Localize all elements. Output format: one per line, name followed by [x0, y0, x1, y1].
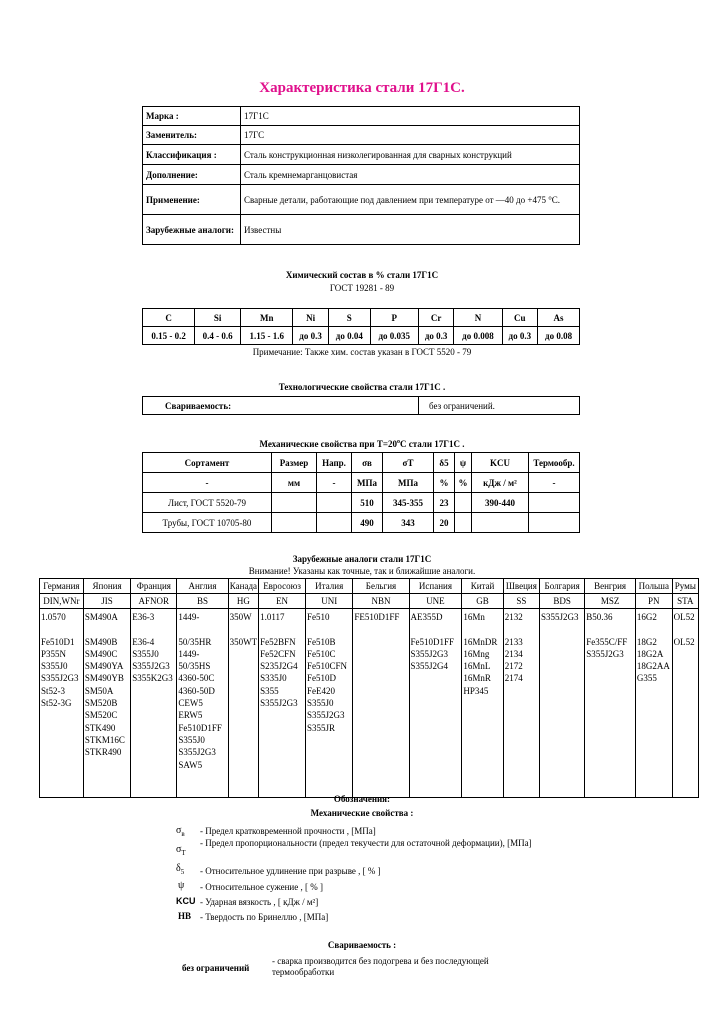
- mech-header: Напр.: [317, 453, 352, 473]
- chem-header: S: [328, 309, 370, 327]
- mech-cell: [272, 513, 317, 533]
- mech-cell: Лист, ГОСТ 5520-79: [143, 493, 272, 513]
- mech-cell: Трубы, ГОСТ 10705-80: [143, 513, 272, 533]
- grade-item: HP345: [463, 685, 489, 696]
- grade-item: [505, 623, 538, 635]
- grade-list: [228, 609, 259, 798]
- mech-unit: кДж / м²: [472, 473, 529, 493]
- grade-item: OL52: [673, 636, 695, 647]
- grade-item: SM50A: [84, 685, 114, 696]
- grade-item: CEW5: [178, 698, 203, 709]
- grade-item: SAW5: [178, 759, 203, 770]
- chem-value: до 0.3: [418, 327, 454, 345]
- weldability-label: Свариваемость:: [143, 397, 419, 415]
- grade-item: S355J2G3: [260, 698, 298, 709]
- country-header: Испания: [409, 579, 462, 594]
- grade-item: SM490YB: [84, 673, 124, 684]
- grade-item: St52-3G: [41, 698, 72, 709]
- chem-header: Cr: [418, 309, 454, 327]
- grade-item: FeE420: [306, 685, 335, 696]
- grade-item: S355J0: [132, 648, 159, 659]
- grade-item: S355J2G3: [306, 710, 345, 721]
- standard-header: UNE: [409, 594, 462, 609]
- mech-header: Сортамент: [143, 453, 272, 473]
- grade-item: 16MnL: [463, 661, 491, 672]
- mech-cell: 345-355: [383, 493, 434, 513]
- grade-item: Fe510C: [306, 648, 336, 659]
- grade-list: [539, 609, 584, 798]
- country-header: Германия: [40, 579, 84, 594]
- grade-item: SM520C: [84, 710, 118, 721]
- grade-item: 350WT: [229, 636, 258, 647]
- mech-unit: МПа: [383, 473, 434, 493]
- grade-item: 50/35HR: [178, 636, 212, 647]
- key-addition: Дополнение:: [143, 165, 241, 185]
- grade-list: [40, 609, 84, 798]
- mech-cell: [472, 513, 529, 533]
- grade-item: S335J0: [260, 673, 287, 684]
- grade-item: G355: [636, 673, 657, 684]
- grade-list: [83, 609, 130, 798]
- key-substitute: Заменитель:: [143, 126, 241, 145]
- grade-item: S355J0: [178, 734, 205, 745]
- symbol-psi: ψ: [178, 880, 185, 891]
- value-analogs: Известны: [241, 215, 580, 245]
- mech-cell: 390-440: [472, 493, 529, 513]
- mech-header: ψ: [455, 453, 472, 473]
- grade-item: Fe510D: [306, 673, 336, 684]
- grade-item: B50.36: [586, 612, 613, 622]
- mech-table: [142, 452, 580, 533]
- standard-header: BS: [177, 594, 228, 609]
- chem-table: [142, 308, 580, 345]
- mech-title: Механические свойства при $Т=20^oС$ стали 17Г1С .: [259, 439, 465, 449]
- symbol-sigma-t: $\sigma_T$: [176, 844, 186, 857]
- grade-item: 2132: [504, 612, 523, 622]
- country-header: Италия: [305, 579, 352, 594]
- symbol-kcu: KCU: [176, 896, 196, 906]
- chem-header: Cu: [502, 309, 538, 327]
- grade-item: E36-4: [132, 636, 155, 647]
- grade-item: 18G2: [636, 636, 657, 647]
- grade-item: E36-3: [132, 612, 155, 622]
- grade-list: [635, 609, 672, 798]
- grade-item: 2133: [504, 636, 523, 647]
- tech-title: Технологические свойства стали 17Г1С .: [278, 382, 446, 392]
- grade-item: S355J2G4: [410, 661, 449, 672]
- standard-header: GB: [462, 594, 503, 609]
- chem-header: N: [454, 309, 502, 327]
- mech-cell: [317, 513, 352, 533]
- grade-item: [637, 623, 671, 635]
- grade-item: STKM16C: [84, 734, 125, 745]
- standard-header: NBN: [353, 594, 409, 609]
- standard-header: STA: [672, 594, 698, 609]
- grade-item: Fe510B: [306, 636, 336, 647]
- grade-item: 350W: [229, 612, 252, 622]
- grade-item: S355J0: [41, 661, 68, 672]
- grade-item: Fe355C/FF: [586, 636, 628, 647]
- weld-key: без ограничений: [182, 963, 250, 973]
- grade-item: ERW5: [178, 710, 203, 721]
- country-header: Швеция: [503, 579, 539, 594]
- grade-item: 16G2: [636, 612, 657, 622]
- country-header: Япония: [83, 579, 130, 594]
- chem-value: до 0.008: [454, 327, 502, 345]
- grade-item: Fe510CFN: [306, 661, 347, 672]
- legend-text: - Ударная вязкость , [ кДж / м²]: [200, 897, 319, 907]
- mech-cell: 490: [352, 513, 383, 533]
- weldability-value: без ограничений.: [419, 397, 580, 415]
- chem-header: Ni: [293, 309, 329, 327]
- grade-item: 50/35HS: [178, 661, 211, 672]
- grade-item: OL52: [673, 612, 695, 622]
- foreign-analogs-table: [39, 578, 699, 798]
- grade-item: S355J2G3: [410, 648, 449, 659]
- foreign-note: Внимание! Указаны как точные, так и ближайшие аналоги.: [248, 566, 476, 576]
- chem-value: 0.4 - 0.6: [195, 327, 241, 345]
- chem-header: P: [370, 309, 418, 327]
- legend-text: - Предел пропорциональности (предел текучести для остаточной деформации), [МПа]: [200, 838, 532, 848]
- grade-list: [672, 609, 698, 798]
- grade-item: [586, 623, 634, 635]
- mech-header: σT: [383, 453, 434, 473]
- grade-list: [353, 609, 409, 798]
- country-header: Румы: [672, 579, 698, 594]
- country-header: Евросоюз: [259, 579, 306, 594]
- grade-item: STKR490: [84, 747, 122, 758]
- grade-item: Fe510: [306, 612, 330, 622]
- grade-item: 1449-: [178, 612, 200, 622]
- grade-item: SM520B: [84, 698, 118, 709]
- grade-item: 1.0117: [260, 612, 285, 622]
- mech-cell: [317, 493, 352, 513]
- country-header: Бельгия: [353, 579, 409, 594]
- grade-item: P355N: [41, 648, 67, 659]
- grade-item: 4360-50C: [178, 673, 215, 684]
- mech-unit: -: [143, 473, 272, 493]
- mech-cell: [455, 493, 472, 513]
- mech-cell: [529, 493, 580, 513]
- grade-item: [463, 623, 501, 635]
- grade-item: 18G2AA: [636, 661, 670, 672]
- chem-value: до 0.3: [293, 327, 329, 345]
- legend-text: - Относительное сужение , [ % ]: [200, 882, 323, 892]
- mech-unit: мм: [272, 473, 317, 493]
- grade-item: 16MnR: [463, 673, 491, 684]
- key-analogs: Зарубежные аналоги:: [143, 215, 241, 245]
- mech-cell: [529, 513, 580, 533]
- weld-text: - сварка производится без подогрева и без последующей термообработки: [272, 956, 489, 977]
- grade-item: Fe52BFN: [260, 636, 296, 647]
- grade-list: [131, 609, 177, 798]
- grade-list: [503, 609, 539, 798]
- grade-item: 1449-: [178, 648, 200, 659]
- legend-text: - Твердость по Бринеллю , [МПа]: [200, 912, 329, 922]
- chem-value: до 0.3: [502, 327, 538, 345]
- chem-header: Mn: [241, 309, 293, 327]
- grade-item: 2134: [504, 648, 523, 659]
- mech-cell: 343: [383, 513, 434, 533]
- value-substitute: 17ГС: [241, 126, 580, 145]
- foreign-title: Зарубежные аналоги стали 17Г1С: [292, 554, 432, 564]
- grade-item: 16Mng: [463, 648, 490, 659]
- country-header: Канада: [228, 579, 259, 594]
- mech-header: Термообр.: [529, 453, 580, 473]
- grade-item: [307, 623, 351, 635]
- grade-item: [260, 623, 304, 635]
- grade-item: [230, 623, 258, 635]
- chem-value: 0.15 - 0.2: [143, 327, 195, 345]
- legend-weld-title: Свариваемость :: [327, 940, 397, 950]
- grade-item: S355J2G3: [41, 673, 79, 684]
- key-grade: Марка :: [143, 107, 241, 126]
- country-header: Китай: [462, 579, 503, 594]
- legend-text: - Предел кратковременной прочности , [МПа]: [200, 826, 376, 836]
- mech-unit: -: [529, 473, 580, 493]
- grade-item: St52-3: [41, 685, 66, 696]
- standard-header: DIN,WNr: [40, 594, 84, 609]
- grade-item: SM490C: [84, 648, 118, 659]
- value-grade: 17Г1С: [241, 107, 580, 126]
- value-classification: Сталь конструкционная низколегированная для сварных конструкций: [241, 145, 580, 165]
- grade-item: 16Mn: [463, 612, 485, 622]
- steel-info-table: [142, 106, 580, 245]
- key-application: Применение:: [143, 185, 241, 215]
- mech-unit: МПа: [352, 473, 383, 493]
- mech-unit: -: [317, 473, 352, 493]
- chem-value: 1.15 - 1.6: [241, 327, 293, 345]
- mech-cell: [455, 513, 472, 533]
- mech-cell: 20: [434, 513, 455, 533]
- chem-note: Примечание: Также хим. состав указан в ГОСТ 5520 - 79: [252, 347, 472, 357]
- symbol-sigma-b: $\sigma_в$: [176, 825, 185, 838]
- grade-item: SM490YA: [84, 661, 124, 672]
- grade-item: 18G2A: [636, 648, 664, 659]
- mech-header: σв: [352, 453, 383, 473]
- mech-cell: 23: [434, 493, 455, 513]
- grade-list: [177, 609, 228, 798]
- country-header: Англия: [177, 579, 228, 594]
- symbol-delta-5: $\delta_5$: [176, 863, 185, 876]
- grade-item: [411, 623, 461, 635]
- chem-value: до 0.035: [370, 327, 418, 345]
- standard-header: HG: [228, 594, 259, 609]
- grade-item: S355J2G3: [540, 612, 579, 622]
- grade-item: [41, 623, 82, 635]
- country-header: Польша: [635, 579, 672, 594]
- chem-header: As: [538, 309, 580, 327]
- grade-item: S355J2G3: [178, 747, 216, 758]
- grade-item: S235J2G4: [260, 661, 298, 672]
- grade-item: Fe510D1FF: [178, 722, 222, 733]
- grade-item: [674, 623, 697, 635]
- chem-gost: ГОСТ 19281 - 89: [329, 283, 395, 293]
- standard-header: UNI: [305, 594, 352, 609]
- value-application: Сварные детали, работающие под давлением при температуре от —40 до +475 °С.: [241, 185, 580, 215]
- country-header: Болгария: [539, 579, 584, 594]
- grade-item: Fe510D1FF: [410, 636, 455, 647]
- country-header: Франция: [131, 579, 177, 594]
- mech-header: δ5: [434, 453, 455, 473]
- symbol-hb: HB: [178, 911, 192, 921]
- grade-item: 2172: [504, 661, 523, 672]
- grade-item: 4360-50D: [178, 685, 215, 696]
- mech-cell: 510: [352, 493, 383, 513]
- grade-item: 2174: [504, 673, 523, 684]
- grade-item: 16MnDR: [463, 636, 498, 647]
- grade-list: [462, 609, 503, 798]
- legend-text: - Относительное удлинение при разрыве , [ % ]: [200, 866, 381, 876]
- standard-header: JIS: [83, 594, 130, 609]
- mech-header: Размер: [272, 453, 317, 473]
- grade-item: STK490: [84, 722, 116, 733]
- grade-item: SM490B: [84, 636, 118, 647]
- page-title: Характеристика стали 17Г1С.: [259, 80, 465, 96]
- mech-unit: %: [434, 473, 455, 493]
- grade-item: S355K2G3: [132, 673, 173, 684]
- chem-header: Si: [195, 309, 241, 327]
- grade-list: [305, 609, 352, 798]
- key-classification: Классификация :: [143, 145, 241, 165]
- grade-item: S355: [260, 685, 279, 696]
- mech-cell: [272, 493, 317, 513]
- mech-header: KCU: [472, 453, 529, 473]
- grade-list: [409, 609, 462, 798]
- grade-item: 1.0570: [41, 612, 66, 622]
- grade-list: [585, 609, 636, 798]
- mech-unit: %: [455, 473, 472, 493]
- chem-value: до 0.08: [538, 327, 580, 345]
- grade-item: [132, 623, 175, 635]
- grade-item: S355J0: [306, 698, 334, 709]
- chem-title: Химический состав в % стали 17Г1С: [285, 270, 439, 280]
- grade-item: Fe510D1: [41, 636, 75, 647]
- chem-header: C: [143, 309, 195, 327]
- legend-mech-title: Механические свойства :: [310, 808, 414, 818]
- grade-item: [85, 623, 129, 635]
- chem-value: до 0.04: [328, 327, 370, 345]
- grade-item: S355J2G3: [132, 661, 170, 672]
- standard-header: MSZ: [585, 594, 636, 609]
- standard-header: AFNOR: [131, 594, 177, 609]
- country-header: Венгрия: [585, 579, 636, 594]
- standard-header: PN: [635, 594, 672, 609]
- tech-table: [142, 396, 580, 415]
- legend-title: Обозначения:: [333, 794, 391, 804]
- standard-header: SS: [503, 594, 539, 609]
- grade-list: [259, 609, 306, 798]
- grade-item: SM490A: [84, 612, 118, 622]
- value-addition: Сталь кремнемарганцовистая: [241, 165, 580, 185]
- grade-item: AE355D: [410, 612, 443, 622]
- grade-item: [178, 623, 226, 635]
- standard-header: EN: [259, 594, 306, 609]
- grade-item: FE510D1FF: [354, 612, 400, 622]
- grade-item: S355JR: [306, 722, 335, 733]
- standard-header: BDS: [539, 594, 584, 609]
- grade-item: Fe52CFN: [260, 648, 296, 659]
- grade-item: S355J2G3: [586, 648, 624, 659]
